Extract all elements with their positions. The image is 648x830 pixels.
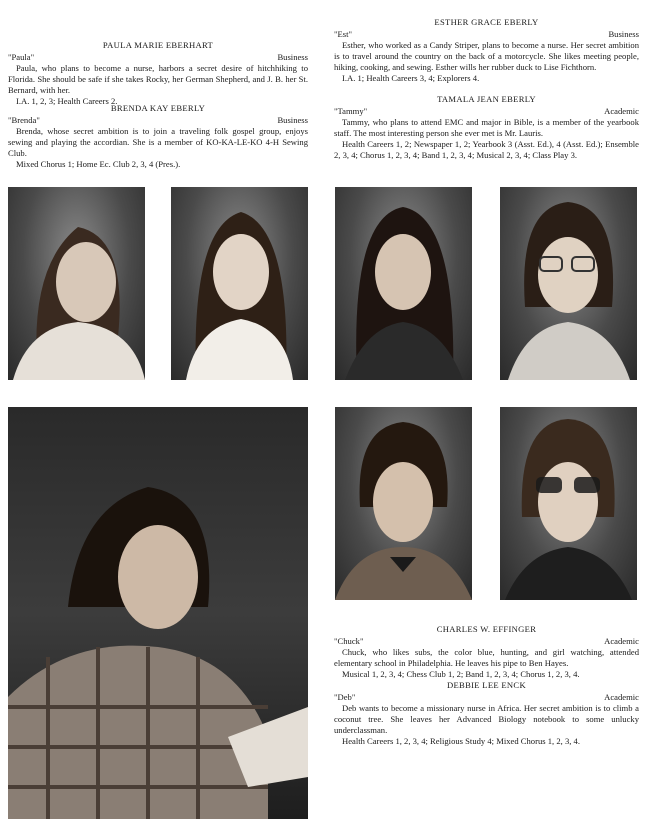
student-nickname: "Chuck" bbox=[334, 636, 364, 646]
student-description: Paula, who plans to become a nurse, harbors a secret desire of hitchhiking to Florida. She should be safe if she takes Rocky, her German Shepherd, and J. B. her St. Bernard, with her. bbox=[8, 63, 308, 95]
student-activities: Mixed Chorus 1; Home Ec. Club 2, 3, 4 (Pres.). bbox=[16, 159, 181, 169]
portrait-tamala-eberly bbox=[335, 187, 472, 380]
bio-paula-eberhart bbox=[8, 40, 308, 107]
portrait-paula-eberhart bbox=[8, 187, 145, 380]
portrait-charles-effinger bbox=[335, 407, 472, 600]
student-activities: Health Careers 1, 2; Newspaper 1, 2; Yearbook 3 (Asst. Ed.), 4 (Asst. Ed.); Ensemble 2, 3, 4; Chorus 1, 2, 3, 4; Band 1, 2, 3, 4; Musical 2, 3, 4; Class Play 3. bbox=[334, 139, 639, 160]
bio-charles-effinger bbox=[334, 624, 639, 680]
student-activities: I.A. 1, 2, 3; Health Careers 2. bbox=[16, 96, 118, 106]
student-nickname: "Tammy" bbox=[334, 106, 368, 116]
bio-brenda-eberly bbox=[8, 103, 308, 170]
student-activities: Musical 1, 2, 3, 4; Chess Club 1, 2; Band 1, 2, 3, 4; Chorus 1, 2, 3, 4. bbox=[342, 669, 580, 679]
student-course: Academic bbox=[604, 692, 639, 702]
student-description: Esther, who worked as a Candy Striper, plans to become a nurse. Her secret ambition is to travel around the country on the back of a motorcycle. She likes meeting people, hiking, cooking, and sewing. Esther wills her rubber duck to Lise Fichthorn. bbox=[334, 40, 639, 72]
student-name: TAMALA JEAN EBERLY bbox=[437, 94, 536, 104]
student-nickname: "Est" bbox=[334, 29, 352, 39]
student-course: Business bbox=[608, 29, 639, 39]
bio-esther-eberly bbox=[334, 17, 639, 84]
student-course: Business bbox=[277, 52, 308, 62]
student-nickname: "Deb" bbox=[334, 692, 356, 702]
bio-debbie-enck bbox=[334, 680, 639, 747]
portrait-esther-eberly bbox=[500, 187, 637, 380]
portrait-debbie-enck bbox=[500, 407, 637, 600]
student-name: PAULA MARIE EBERHART bbox=[102, 40, 214, 50]
student-nickname: "Paula" bbox=[8, 52, 35, 62]
student-activities: I.A. 1; Health Careers 3, 4; Explorers 4. bbox=[342, 73, 480, 83]
student-course: Business bbox=[277, 115, 308, 125]
student-nickname: "Brenda" bbox=[8, 115, 40, 125]
student-course: Academic bbox=[604, 106, 639, 116]
student-description: Tammy, who plans to attend EMC and major in Bible, is a member of the yearbook staff. The most interesting person she ever met is Mr. Lauris. bbox=[334, 117, 639, 138]
student-course: Academic bbox=[604, 636, 639, 646]
student-name: ESTHER GRACE EBERLY bbox=[434, 17, 539, 27]
student-name: DEBBIE LEE ENCK bbox=[447, 680, 526, 690]
student-name: CHARLES W. EFFINGER bbox=[436, 624, 537, 634]
student-name: BRENDA KAY EBERLY bbox=[110, 103, 206, 113]
student-description: Chuck, who likes subs, the color blue, hunting, and girl watching, attended elementary school in Philadelphia. He leaves his pipe to Ben Hayes. bbox=[334, 647, 639, 668]
portrait-brenda-eberly bbox=[171, 187, 308, 380]
candid-photo-charles-effinger bbox=[8, 407, 308, 819]
student-description: Brenda, whose secret ambition is to join a traveling folk gospel group, enjoys sewing and playing the accordian. She is a member of KO-KA-LE-KO 4-H Sewing Club. bbox=[8, 126, 308, 158]
student-activities: Health Careers 1, 2, 3, 4; Religious Study 4; Mixed Chorus 1, 2, 3, 4. bbox=[342, 736, 580, 746]
bio-tamala-eberly bbox=[334, 94, 639, 161]
student-description: Deb wants to become a missionary nurse in Africa. Her secret ambition is to climb a coconut tree. She leaves her Advanced Biology notebook to some unlucky underclassman. bbox=[334, 703, 639, 735]
